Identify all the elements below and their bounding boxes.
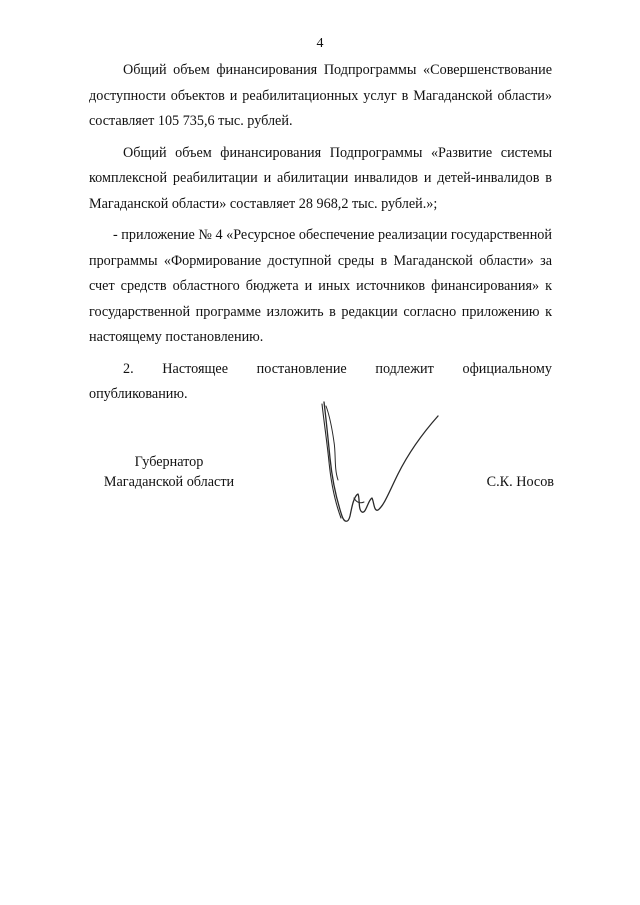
signatory-title-line1: Губернатор [134, 454, 204, 470]
signatory-title-line2: Магаданской области [103, 474, 235, 490]
signatory-name: С.К. Носов [486, 474, 554, 490]
paragraph-funding-accessibility: Общий объем финансирования Подпрограммы «Совершенствование доступности объектов и реабилитационных услуг в Магаданской области» составляет 105 735,6 тыс. рублей. [89, 62, 552, 129]
handwritten-signature [314, 398, 454, 528]
signatory-title [89, 452, 249, 492]
page-number: 4 [316, 36, 324, 51]
paragraph-publication: 2. Настоящее постановление подлежит официальному опубликованию. [89, 360, 552, 402]
paragraph-funding-rehabilitation: Общий объем финансирования Подпрограммы «Развитие системы комплексной реабилитации и абилитации инвалидов и детей-инвалидов в Магаданской области» составляет 28 968,2 тыс. рублей.»; [89, 144, 552, 212]
document-body [89, 58, 552, 414]
paragraph-appendix-4: - приложение № 4 «Ресурсное обеспечение реализации государственной программы «Формирование доступной среды в Магаданской области» за счет средств областного бюджета и иных источников финансирования» к государственной программе изложить в редакции согласно приложению к настоящему постановлению. [89, 227, 552, 345]
